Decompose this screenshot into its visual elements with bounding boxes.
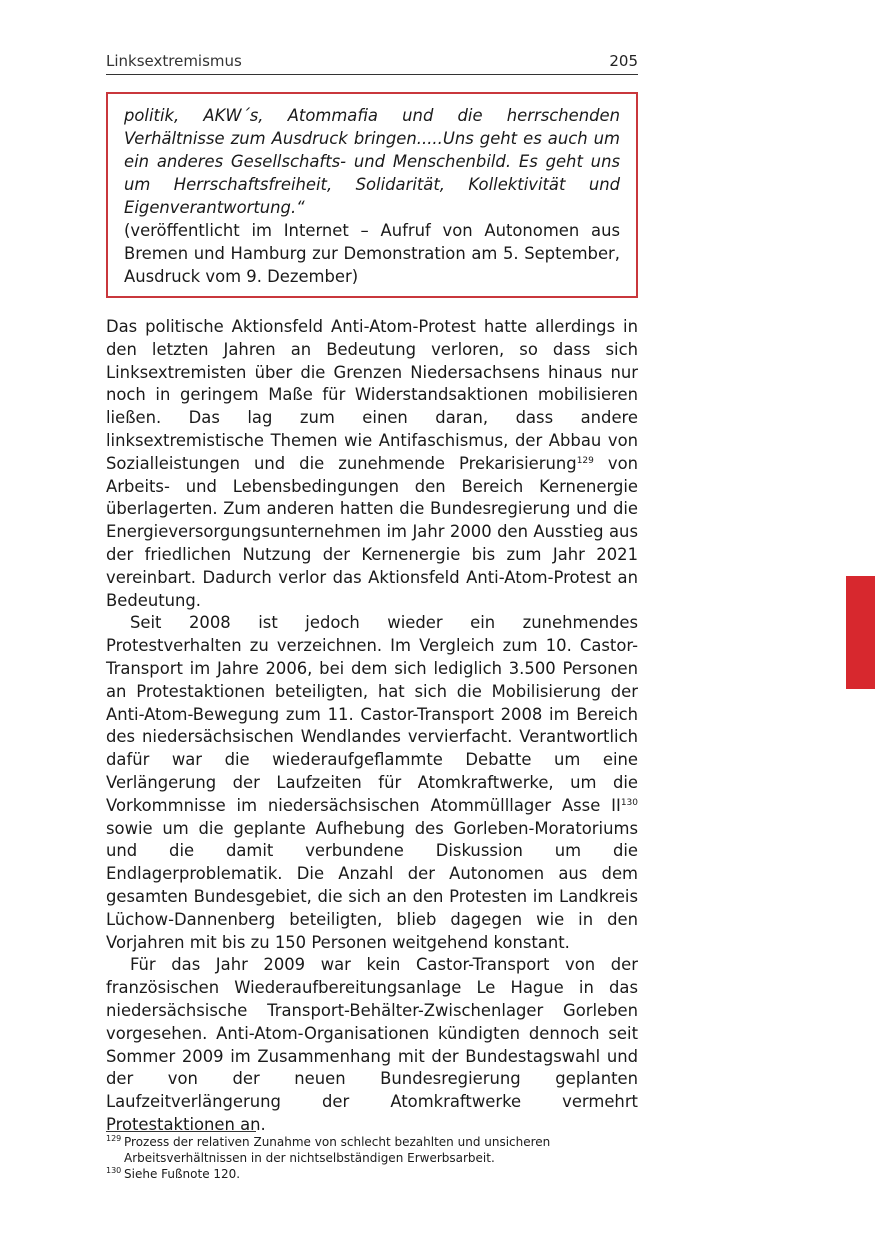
section-title: Linksextremismus [106,52,242,70]
paragraph [106,316,638,612]
page-number: 205 [609,52,638,70]
footnote-number: 129 [106,1134,122,1143]
footnote-text: Siehe Fußnote 120. [124,1167,241,1181]
footnote [106,1134,638,1166]
paragraph-text: von Arbeits- und Lebensbedingungen den Bereich Kernenergie überlagerten. Zum anderen hatten die Bundesregierung und die Energieversorgungsunternehmen im Jahr 2000 den Ausstieg aus der friedlichen Nutzung der Kernenergie bis zum Jahr 2021 vereinbart. Dadurch verlor das Aktionsfeld Anti-Atom-Protest an Bedeutung. [106,453,638,610]
footnote [106,1166,638,1182]
footnote-reference: 130 [620,797,638,808]
paragraph: Für das Jahr 2009 war kein Castor-Transport von der französischen Wiederaufbereitungsanlage Le Hague in das niedersächsische Transport-Behälter-Zwischenlager Gorleben vorgesehen. Anti-Atom-Organisationen kündigten dennoch seit Sommer 2009 im Zusammenhang mit der Bundestagswahl und der von der neuen Bundesregierung geplanten Laufzeitverlängerung der Atomkraftwerke vermehrt Protestaktionen an. [106,955,638,1134]
quote-source: (veröffentlicht im Internet – Aufruf von Autonomen aus Bremen und Hamburg zur Demonstration am 5. September, Ausdruck vom 9. Dezember) [124,221,620,286]
paragraph-text: Das politische Aktionsfeld Anti-Atom-Protest hatte allerdings in den letzten Jahren an Bedeutung verloren, so dass sich Linksextremisten über die Grenzen Niedersachsens hinaus nur noch in geringem Maße für Widerstandsaktionen mobilisieren ließen. Das lag zum einen daran, dass andere linksextremistische Themen wie Antifaschismus, der Abbau von Sozialleistungen und die zunehmende Prekarisierung [106,317,638,473]
footnote-text: Prozess der relativen Zunahme von schlecht bezahlten und unsicheren Arbeitsverhältnissen in der nichtselbständigen Erwerbsarbeit. [124,1135,551,1165]
paragraph-text: Seit 2008 ist jedoch wieder ein zunehmendes Protestverhalten zu verzeichnen. Im Vergleich zum 10. Castor-Transport im Jahre 2006, bei dem sich lediglich 3.500 Personen an Protestaktionen beteiligten, hat sich die Mobilisierung der Anti-Atom-Bewegung zum 11. Castor-Transport 2008 im Bereich des niedersächsischen Wendlandes vervierfacht. Verantwortlich dafür war die wiederaufgeflammte Debatte um eine Verlängerung der Laufzeiten für Atomkraftwerke, um die Vorkommnisse im niedersächsischen Atommülllager Asse II [106,613,638,815]
footnote-reference: 129 [576,455,594,466]
footnote-number: 130 [106,1166,122,1175]
paragraph-text: sowie um die geplante Aufhebung des Gorleben-Moratoriums und die damit verbundene Diskussion um die Endlagerproblematik. Die Anzahl der Autonomen aus dem gesamten Bundesgebiet, die sich an den Protesten im Landkreis Lüchow-Dannenberg beteiligten, blieb dagegen wie in den Vorjahren mit bis zu 150 Personen weitgehend konstant. [106,818,638,952]
footnote-divider [106,1131,256,1132]
chapter-tab-marker [846,576,875,689]
quote-box [106,92,638,298]
footnotes [106,1134,638,1182]
running-header [106,50,638,75]
body-text [106,316,638,1137]
quote-text: politik, AKW´s, Atommafia und die herrschenden Verhältnisse zum Ausdruck bringen.....Uns geht es auch um ein anderes Gesellschafts- und Menschenbild. Es geht uns um Herrschaftsfreiheit, Solidarität, Kollektivität und Eigenverantwortung.“ [124,106,620,217]
paragraph [106,612,638,954]
